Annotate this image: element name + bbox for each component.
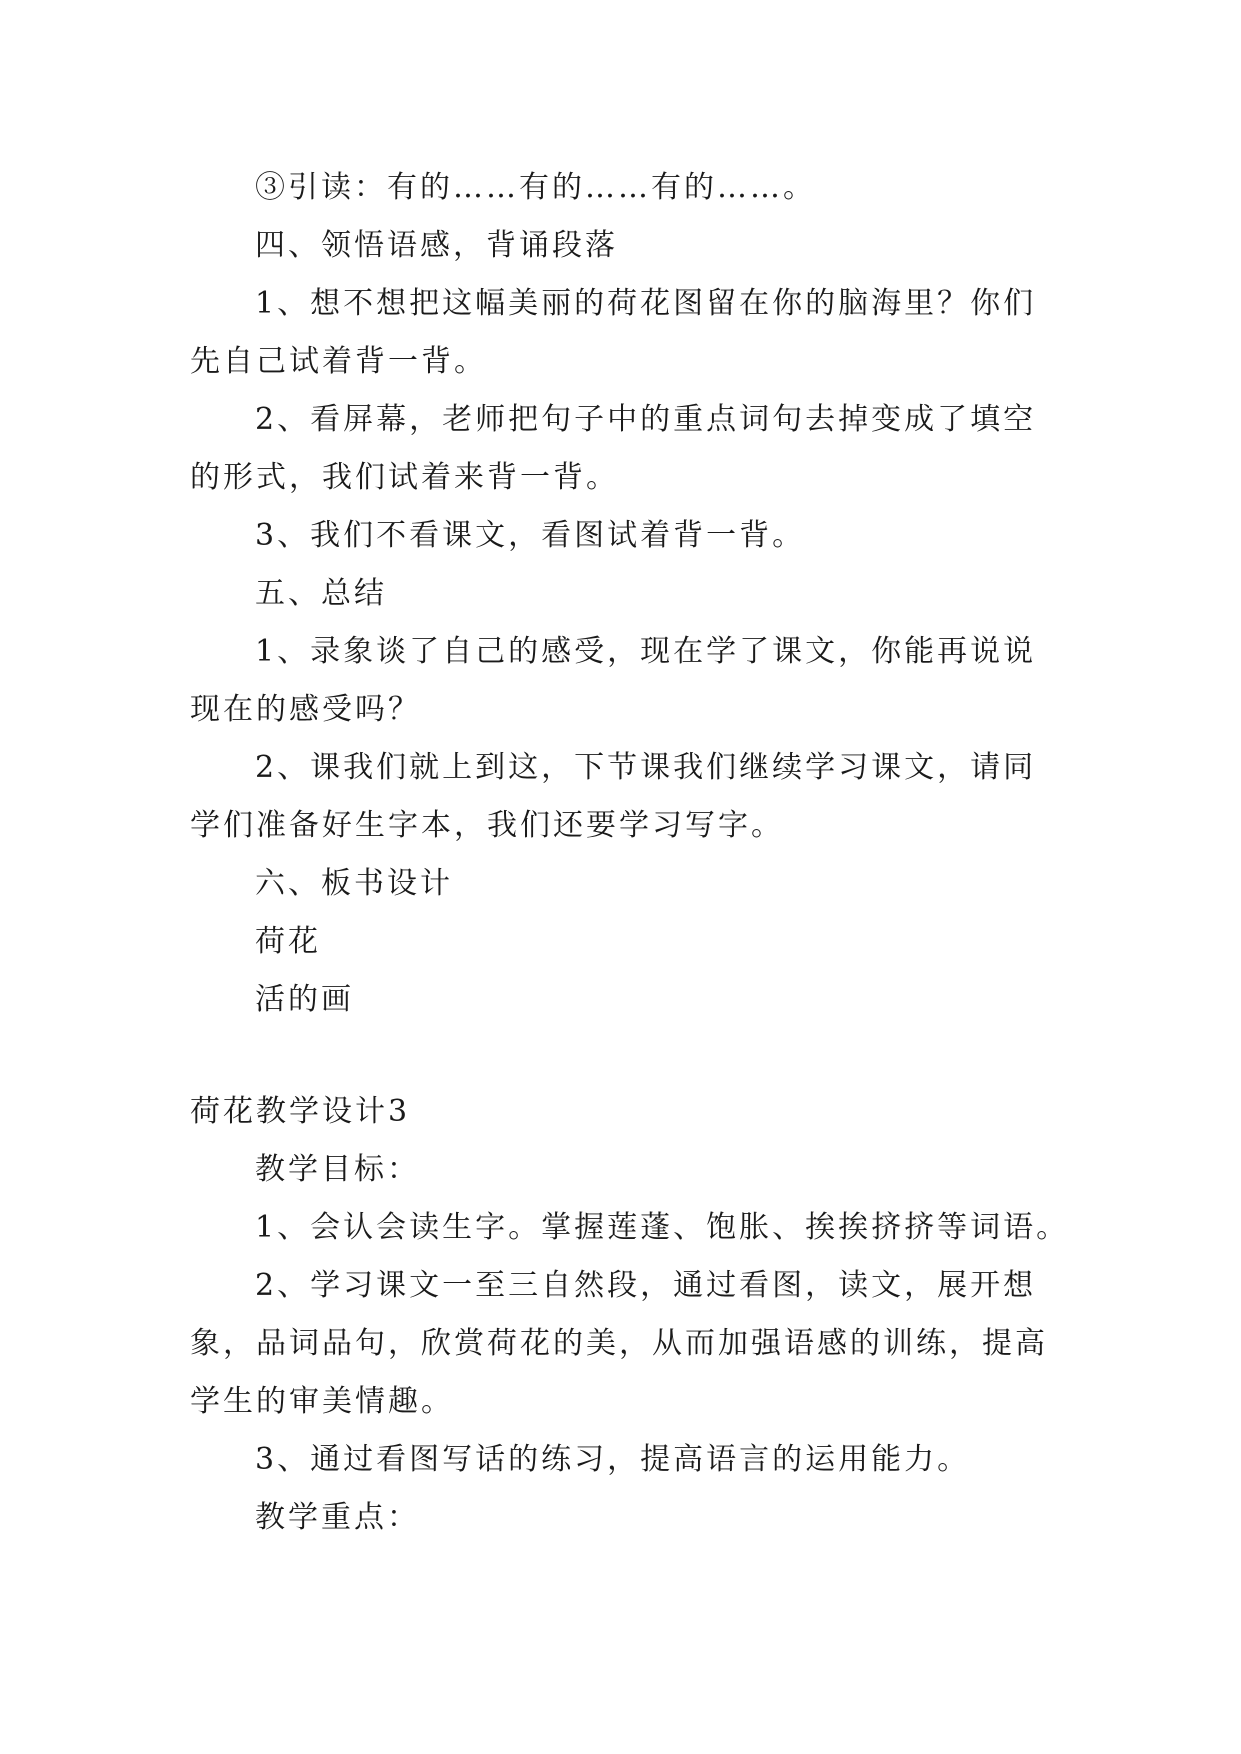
- heading-section-four: 四、领悟语感，背诵段落: [255, 228, 618, 263]
- heading-section-five: 五、总结: [255, 576, 387, 611]
- document-title: 荷花教学设计3: [190, 1094, 411, 1129]
- board-line-1: 荷花: [255, 924, 321, 959]
- text-line-goal-2-cont: 象，品词品句，欣赏荷花的美，从而加强语感的训练，提高: [190, 1326, 1048, 1361]
- text-line-summary-1: 1、录象谈了自己的感受，现在学了课文，你能再说说: [255, 634, 1037, 669]
- heading-teaching-focus: 教学重点：: [255, 1500, 420, 1535]
- text-line-summary-2: 2、课我们就上到这，下节课我们继续学习课文，请同: [255, 750, 1037, 785]
- text-line-item-1: 1、想不想把这幅美丽的荷花图留在你的脑海里？你们: [255, 286, 1037, 321]
- text-line-item-2-cont: 的形式，我们试着来背一背。: [190, 460, 619, 495]
- text-line-goal-2: 2、学习课文一至三自然段，通过看图，读文，展开想: [255, 1268, 1037, 1303]
- board-line-2: 活的画: [255, 982, 354, 1017]
- text-line-item-1-cont: 先自己试着背一背。: [190, 344, 487, 379]
- text-line-guided-reading: ③引读：有的……有的……有的……。: [255, 170, 816, 205]
- heading-teaching-goals: 教学目标：: [255, 1152, 420, 1187]
- text-line-summary-2-cont: 学们准备好生字本，我们还要学习写字。: [190, 808, 784, 843]
- text-line-summary-1-cont: 现在的感受吗？: [190, 692, 421, 727]
- text-line-item-3: 3、我们不看课文，看图试着背一背。: [255, 518, 806, 553]
- heading-section-six: 六、板书设计: [255, 866, 453, 901]
- text-line-goal-3: 3、通过看图写话的练习，提高语言的运用能力。: [255, 1442, 971, 1477]
- text-line-goal-2-cont2: 学生的审美情趣。: [190, 1384, 454, 1419]
- text-line-goal-1: 1、会认会读生字。掌握莲蓬、饱胀、挨挨挤挤等词语。: [255, 1210, 1070, 1245]
- text-line-item-2: 2、看屏幕，老师把句子中的重点词句去掉变成了填空: [255, 402, 1037, 437]
